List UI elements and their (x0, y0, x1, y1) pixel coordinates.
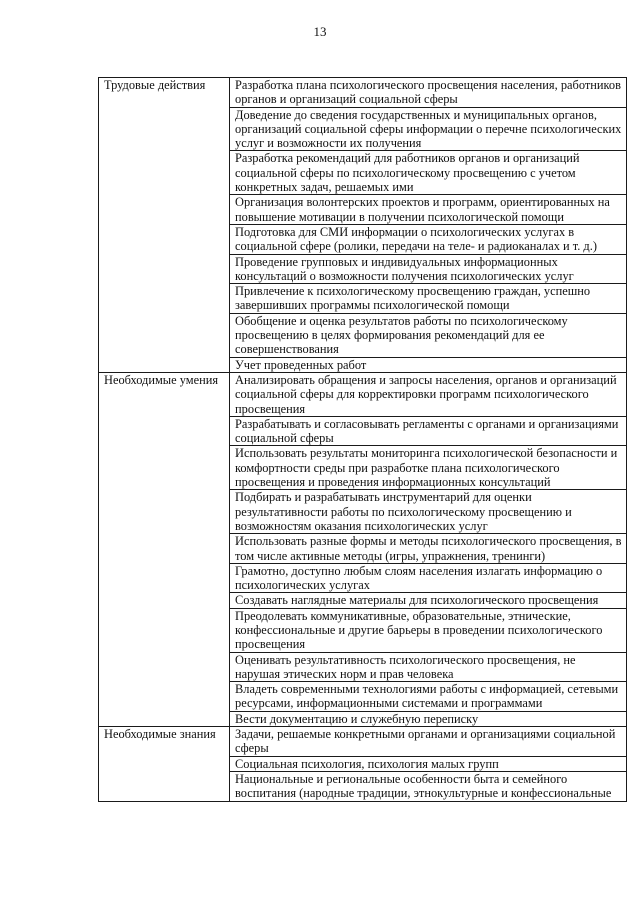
requirement-item: Преодолевать коммуникативные, образовательные, этнические, конфессиональные и другие барьеры в проведении психологического просвещения (230, 608, 627, 652)
requirements-table (98, 77, 627, 802)
requirement-item: Грамотно, доступно любым слоям населения излагать информацию о психологических услугах (230, 563, 627, 593)
table-row (99, 78, 627, 108)
requirement-item: Обобщение и оценка результатов работы по психологическому просвещению в целях формирования рекомендаций для ее совершенствования (230, 313, 627, 357)
section-heading: Необходимые умения (99, 372, 230, 726)
requirement-item: Анализировать обращения и запросы населения, органов и организаций социальной сферы для корректировки программ психологического просвещения (230, 372, 627, 416)
table-row (99, 372, 627, 416)
requirement-item: Использовать разные формы и методы психологического просвещения, в том числе активные методы (игры, упражнения, тренинги) (230, 534, 627, 564)
requirement-item: Задачи, решаемые конкретными органами и организациями социальной сферы (230, 727, 627, 757)
requirement-item: Разрабатывать и согласовывать регламенты с органами и организациями социальной сферы (230, 416, 627, 446)
requirement-item: Национальные и региональные особенности быта и семейного воспитания (народные традиции, этнокультурные и конфессиональные (230, 771, 627, 801)
requirement-item: Владеть современными технологиями работы с информацией, сетевыми ресурсами, информационными системами и программами (230, 682, 627, 712)
requirement-item: Подготовка для СМИ информации о психологических услугах в социальной сфере (ролики, передачи на теле- и радиоканалах и т. д.) (230, 224, 627, 254)
table-row (99, 727, 627, 757)
requirement-item: Проведение групповых и индивидуальных информационных консультаций о возможности получения психологических услуг (230, 254, 627, 284)
requirement-item: Создавать наглядные материалы для психологического просвещения (230, 593, 627, 608)
section-heading: Необходимые знания (99, 727, 230, 801)
requirement-item: Использовать результаты мониторинга психологической безопасности и комфортности среды при разработке плана психологического просвещения и проведения информационных консультаций (230, 446, 627, 490)
requirement-item: Вести документацию и служебную переписку (230, 711, 627, 726)
requirement-item: Подбирать и разрабатывать инструментарий для оценки результативности работы по психологическому просвещению и возможностям оказания психологических услуг (230, 490, 627, 534)
requirement-item: Социальная психология, психология малых групп (230, 756, 627, 771)
requirement-item: Доведение до сведения государственных и муниципальных органов, организаций социальной сферы информации о перечне психологических услуг и возможности их получения (230, 107, 627, 151)
requirement-item: Разработка плана психологического просвещения населения, работников органов и организаций социальной сферы (230, 78, 627, 108)
requirement-item: Привлечение к психологическому просвещению граждан, успешно завершивших программы психологической помощи (230, 284, 627, 314)
requirement-item: Разработка рекомендаций для работников органов и организаций социальной сферы по психологическому просвещению с учетом конкретных задач, решаемых ими (230, 151, 627, 195)
section-heading: Трудовые действия (99, 78, 230, 373)
requirement-item: Организация волонтерских проектов и программ, ориентированных на повышение мотивации в получении психологической помощи (230, 195, 627, 225)
requirement-item: Оценивать результативность психологического просвещения, не нарушая этических норм и прав человека (230, 652, 627, 682)
page-number: 13 (313, 24, 327, 39)
requirement-item: Учет проведенных работ (230, 357, 627, 372)
